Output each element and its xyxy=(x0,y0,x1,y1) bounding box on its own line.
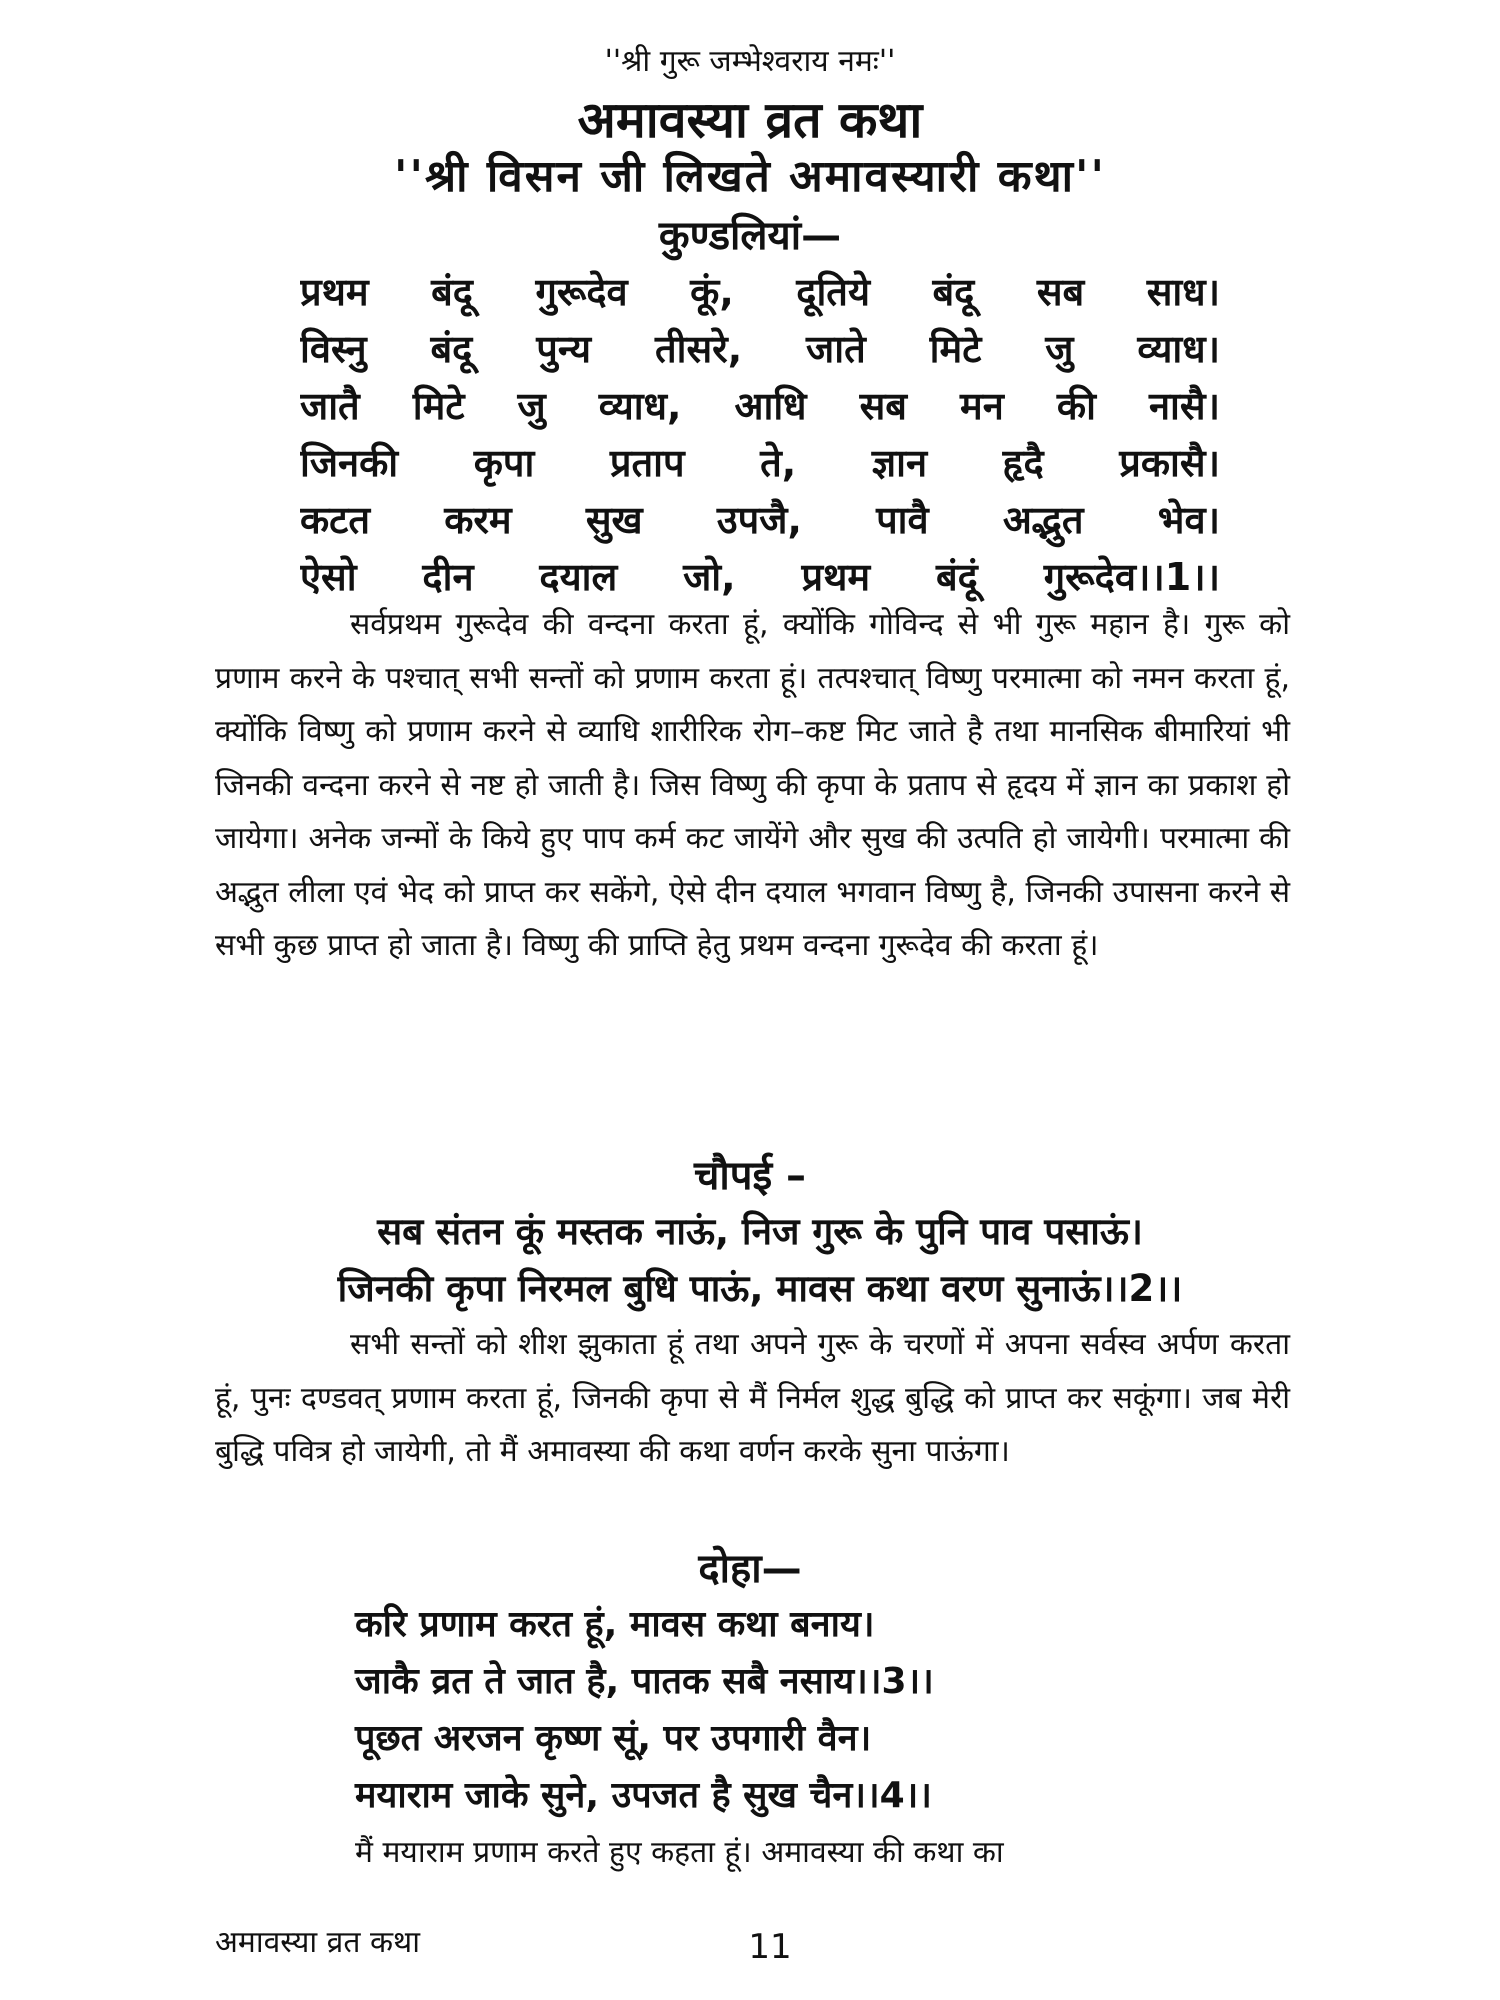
chaupai-commentary xyxy=(215,1318,1290,1479)
kundaliya-verse xyxy=(300,264,1220,606)
commentary-text: सभी सन्तों को शीश झुकाता हूं तथा अपने गुरू के चरणों में अपना सर्वस्व अर्पण करता हूं, पुनः दण्डवत् प्रणाम करता हूं, जिनकी कृपा से मैं निर्मल शुद्ध बुद्धि को प्राप्त कर सकूंगा। जब मेरी बुद्धि पवित्र हो जायेगी, तो मैं अमावस्या की कथा वर्णन करके सुना पाऊंगा। xyxy=(215,1327,1290,1469)
verse-line: ऐसो दीन दयाल जो, प्रथम बंदूं गुरूदेव।।1।। xyxy=(300,555,1220,599)
footer-book-title: अमावस्या व्रत कथा xyxy=(215,1925,420,1960)
doha-verse xyxy=(355,1596,1155,1824)
invocation-line: ''श्री गुरू जम्भेश्वराय नमः'' xyxy=(604,44,896,79)
verse-line: जिनकी कृपा निरमल बुधि पाऊं, मावस कथा वरण सुनाऊं।।2।। xyxy=(337,1267,1183,1310)
chaupai-heading: चौपई – xyxy=(693,1153,807,1199)
verse-line: प्रथम बंदू गुरूदेव कूं, दूतिये बंदू सब साध। xyxy=(300,270,1220,314)
verse-line: जातै मिटे जु व्याध, आधि सब मन की नासै। xyxy=(300,384,1220,428)
verse-line: जाकै व्रत ते जात है, पातक सबै नसाय।।3।। xyxy=(355,1661,934,1702)
verse-line: विस्नु बंदू पुन्य तीसरे, जाते मिटे जु व्याध। xyxy=(300,327,1220,371)
chaupai-verse xyxy=(240,1203,1280,1317)
verse-line: कटत करम सुख उपजै, पावै अद्भुत भेव। xyxy=(300,498,1220,542)
page-subtitle: ''श्री विसन जी लिखते अमावस्यारी कथा'' xyxy=(394,151,1106,202)
verse-line: करि प्रणाम करत हूं, मावस कथा बनाय। xyxy=(355,1604,875,1645)
verse-line: सब संतन कूं मस्तक नाऊं, निज गुरू के पुनि पाव पसाऊं। xyxy=(377,1210,1143,1253)
verse-line: जिनकी कृपा प्रताप ते, ज्ञान हृदै प्रकासै। xyxy=(300,441,1220,485)
commentary-text: सर्वप्रथम गुरूदेव की वन्दना करता हूं, क्योंकि गोविन्द से भी गुरू महान है। गुरू को प्रणाम करने के पश्चात् सभी सन्तों को प्रणाम करता हूं। तत्पश्चात् विष्णु परमात्मा को नमन करता हूं, क्योंकि विष्णु को प्रणाम करने से व्याधि शारीरिक रोग–कष्ट मिट जाते है तथा मानसिक बीमारियां भी जिनकी वन्दना करने से नष्ट हो जाती है। जिस विष्णु की कृपा के प्रताप से हृदय में ज्ञान का प्रकाश हो जायेगा। अनेक जन्मों के किये हुए पाप कर्म कट जायेंगे और सुख की उत्पति हो जायेगी। परमात्मा की अद्भुत लीला एवं भेद को प्राप्त कर सकेंगे, ऐसे दीन दयाल भगवान विष्णु है, जिनकी उपासना करने से सभी कुछ प्राप्त हो जाता है। विष्णु की प्राप्ति हेतु प्रथम वन्दना गुरूदेव की करता हूं। xyxy=(215,607,1290,963)
commentary-text: मैं मयाराम प्रणाम करते हुए कहता हूं। अमावस्या की कथा का xyxy=(355,1835,1004,1870)
verse-line: पूछत अरजन कृष्ण सूं, पर उपगारी वैन। xyxy=(355,1718,872,1759)
page-title: अमावस्या व्रत कथा xyxy=(577,91,923,149)
kundaliya-heading: कुण्डलियां— xyxy=(658,213,842,259)
verse-line: मयाराम जाके सुने, उपजत है सुख चैन।।4।। xyxy=(355,1775,932,1816)
page-number: 11 xyxy=(748,1927,792,1967)
doha-commentary xyxy=(355,1826,1290,1880)
kundaliya-commentary xyxy=(215,598,1290,973)
doha-heading: दोहा— xyxy=(698,1546,802,1592)
